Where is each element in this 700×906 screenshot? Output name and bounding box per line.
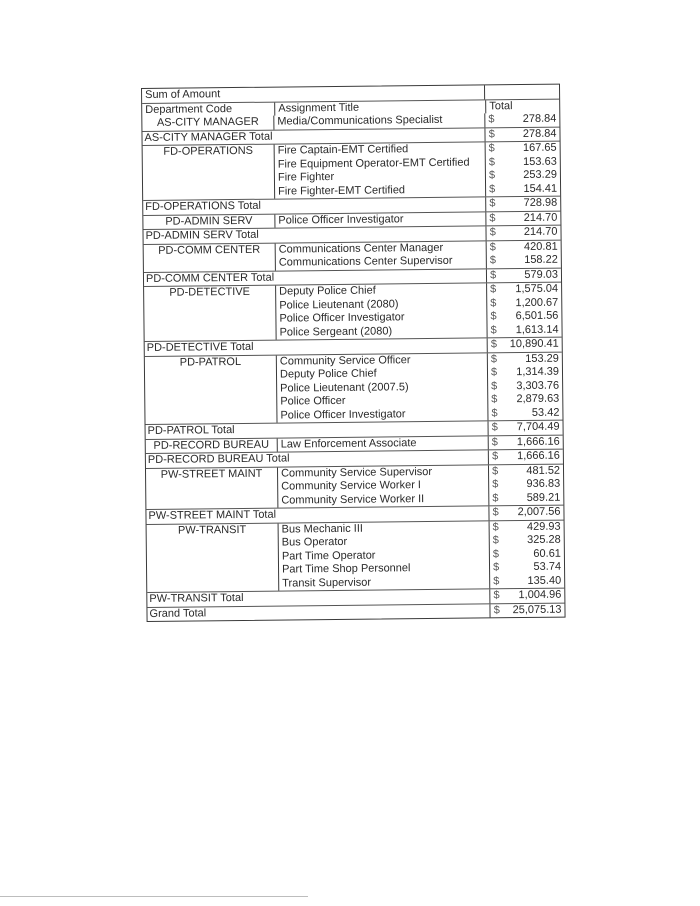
amount-value: 1,613.14 — [515, 323, 559, 336]
department-total-amount — [486, 127, 560, 141]
department-total-cell — [486, 268, 561, 282]
amount-entry — [488, 379, 562, 393]
department-total-label: FD-OPERATIONS Total — [145, 199, 262, 213]
amount-value: 1,200.67 — [515, 296, 559, 309]
amount-value: 154.41 — [523, 182, 558, 195]
amount-value: 7,704.49 — [516, 420, 560, 434]
department-total-label: PD-DETECTIVE Total — [146, 340, 254, 354]
assignment-title: Police Officer — [280, 394, 346, 408]
department-total-amount — [488, 338, 562, 352]
amount-entry — [485, 113, 559, 127]
amounts-cell — [487, 352, 563, 420]
assignment-titles — [274, 142, 486, 198]
amounts-cell — [486, 283, 562, 338]
department-total-amount — [489, 421, 563, 435]
amount-entry — [487, 310, 561, 324]
amount-entry — [487, 254, 561, 268]
department-total-cell — [488, 421, 563, 435]
assignment-title: Police Officer Investigator — [278, 212, 404, 227]
department-total-cell — [486, 226, 561, 240]
currency-symbol: $ — [493, 574, 500, 587]
assignment-title: Community Service Worker II — [281, 492, 425, 507]
assignment-title: Police Lieutenant (2080) — [279, 297, 399, 312]
amount-entry — [490, 574, 564, 588]
amount-entry — [487, 283, 561, 297]
amount-value: 2,879.63 — [516, 392, 560, 406]
currency-symbol: $ — [489, 226, 496, 239]
department-total-cell — [489, 589, 564, 603]
amount-entry — [486, 142, 560, 156]
amount-value: 167.65 — [522, 141, 557, 155]
amounts-cell — [486, 240, 561, 268]
header-blank-cell — [484, 85, 559, 99]
amount-value: 60.61 — [533, 547, 561, 560]
amount-entry — [489, 478, 563, 492]
assignment-title: Police Officer Investigator — [279, 311, 405, 325]
amount-value: 429.93 — [526, 520, 561, 533]
pivot-table — [141, 84, 566, 622]
amount-value: 1,004.96 — [518, 588, 562, 602]
assignment-title: Law Enforcement Associate — [280, 436, 417, 451]
assignment-title: Community Service Officer — [279, 353, 411, 368]
grand-total-label: Grand Total — [149, 606, 207, 620]
amount-entry — [490, 561, 564, 575]
assignment-title: Police Sergeant (2080) — [279, 324, 393, 339]
currency-symbol: $ — [490, 366, 498, 379]
amount-value: 579.03 — [524, 268, 559, 281]
pivot-body — [142, 113, 564, 621]
currency-symbol: $ — [490, 283, 497, 296]
group-row — [146, 463, 563, 509]
amount-value: 10,890.41 — [509, 337, 559, 351]
assignment-title: Community Service Worker I — [281, 479, 422, 493]
amount-entry — [486, 211, 560, 225]
amount-entry — [486, 155, 560, 169]
department-total-cell — [485, 197, 560, 211]
amounts-cell — [484, 113, 559, 127]
amount-value: 53.74 — [533, 560, 562, 573]
grand-total-amount — [491, 603, 565, 617]
amount-value: 135.40 — [527, 574, 562, 587]
amount-value: 158.22 — [524, 253, 558, 266]
department-total-label: PD-COMM CENTER Total — [145, 271, 275, 285]
grand-total-cell — [490, 603, 565, 617]
amount-entry — [490, 534, 564, 548]
amount-entry — [486, 169, 560, 183]
currency-symbol: $ — [488, 127, 495, 140]
assignment-title: Fire Equipment Operator-EMT Certified — [277, 156, 470, 171]
assignment-titles — [273, 113, 484, 129]
group-row — [147, 519, 565, 592]
assignment-titles — [277, 436, 488, 452]
currency-symbol: $ — [488, 113, 495, 126]
department-total-amount — [487, 226, 561, 240]
assignment-titles — [275, 283, 487, 339]
department-total-label: PD-ADMIN SERV Total — [145, 228, 259, 242]
amounts-cell — [488, 435, 563, 449]
amount-value: 2,007.56 — [517, 505, 561, 519]
assignment-titles — [277, 465, 488, 508]
assignment-title: Deputy Police Chief — [279, 284, 376, 298]
assignment-title: Bus Mechanic III — [281, 522, 364, 536]
amount-value: 325.28 — [527, 533, 561, 546]
currency-symbol: $ — [489, 240, 496, 253]
assignment-title: Police Officer Investigator — [280, 407, 406, 422]
group-row — [144, 282, 562, 341]
amount-value: 253.29 — [523, 168, 557, 182]
department-total-label: PW-STREET MAINT Total — [148, 508, 277, 522]
amount-value: 1,666.16 — [516, 449, 560, 463]
amount-value: 6,501.56 — [515, 309, 559, 323]
currency-symbol: $ — [490, 338, 498, 351]
currency-symbol: $ — [491, 393, 498, 406]
amount-entry — [489, 435, 563, 449]
currency-symbol: $ — [490, 268, 497, 281]
currency-symbol: $ — [489, 197, 496, 210]
amount-value: 589.21 — [526, 491, 561, 504]
assignment-titles — [274, 212, 485, 228]
department-total-amount — [490, 589, 564, 603]
currency-symbol: $ — [493, 589, 500, 602]
group-row — [143, 141, 561, 200]
currency-symbol: $ — [488, 142, 495, 155]
currency-symbol: $ — [493, 603, 500, 616]
amount-value: 3,303.76 — [516, 379, 560, 392]
department-total-label: PW-TRANSIT Total — [149, 591, 244, 605]
amount-value: 1,666.16 — [516, 435, 560, 448]
department-total-amount — [490, 506, 564, 520]
group-row — [144, 239, 561, 271]
department-total-cell — [489, 506, 564, 520]
currency-symbol: $ — [492, 561, 500, 574]
amounts-cell — [485, 211, 560, 225]
amount-value: 278.84 — [522, 127, 557, 140]
amount-value: 481.52 — [526, 464, 561, 477]
currency-symbol: $ — [491, 421, 498, 434]
department-total-cell — [488, 450, 563, 464]
department-total-label: PD-PATROL Total — [147, 424, 235, 437]
assignment-title: Deputy Police Chief — [279, 367, 377, 381]
amount-entry — [488, 366, 562, 380]
currency-symbol: $ — [489, 211, 496, 224]
department-total-cell — [485, 127, 560, 141]
amount-entry — [488, 406, 562, 420]
department-code: AS-CITY MANAGER — [156, 115, 259, 129]
department-total-label: AS-CITY MANAGER Total — [144, 130, 273, 144]
department-code: PD-COMM CENTER — [158, 243, 261, 257]
amounts-cell — [488, 464, 563, 505]
department-total-cell — [487, 338, 562, 352]
department-code: PD-ADMIN SERV — [165, 214, 253, 228]
page-edge-line — [0, 896, 308, 897]
amounts-cell — [489, 520, 565, 588]
amount-value: 936.83 — [526, 477, 561, 490]
amount-entry — [487, 296, 561, 310]
amount-value: 153.29 — [525, 352, 559, 365]
assignment-title: Transit Supervisor — [282, 576, 372, 590]
amount-entry — [490, 547, 564, 561]
amount-entry — [486, 182, 560, 196]
currency-symbol: $ — [488, 155, 495, 168]
amount-value: 214.70 — [523, 211, 558, 224]
department-code: PW-TRANSIT — [177, 523, 247, 537]
department-code: FD-OPERATIONS — [163, 144, 254, 158]
assignment-title-header: Assignment Title — [274, 100, 485, 116]
department-code-header: Department Code — [145, 102, 233, 116]
department-code: PD-PATROL — [179, 355, 242, 369]
assignment-titles — [278, 521, 490, 591]
currency-symbol: $ — [492, 534, 499, 547]
department-total-label: PD-RECORD BUREAU Total — [147, 452, 290, 466]
assignment-title: Bus Operator — [281, 535, 348, 549]
currency-symbol: $ — [488, 169, 496, 182]
amount-value: 728.98 — [523, 196, 558, 209]
currency-symbol: $ — [489, 182, 496, 195]
currency-symbol: $ — [492, 478, 499, 491]
amount-entry — [487, 240, 561, 254]
currency-symbol: $ — [489, 254, 497, 267]
department-code: PD-DETECTIVE — [169, 285, 251, 299]
assignment-title: Part Time Shop Personnel — [281, 562, 411, 576]
amount-value: 25,075.13 — [512, 603, 562, 616]
currency-symbol: $ — [490, 323, 497, 336]
total-header-cell — [485, 99, 559, 113]
amount-value: 153.63 — [523, 155, 557, 168]
assignment-title: Fire Fighter — [277, 170, 335, 184]
assignment-title: Communications Center Supervisor — [278, 254, 453, 269]
currency-symbol: $ — [490, 352, 498, 365]
department-total-amount — [486, 197, 560, 211]
currency-symbol: $ — [491, 406, 498, 419]
currency-symbol: $ — [492, 491, 499, 504]
amount-value: 420.81 — [523, 240, 558, 253]
currency-symbol: $ — [492, 547, 500, 560]
currency-symbol: $ — [491, 379, 498, 392]
group-row — [145, 351, 563, 424]
currency-symbol: $ — [491, 450, 499, 463]
sum-of-amount-label: Sum of Amount — [145, 88, 221, 101]
assignment-title: Fire Fighter-EMT Certified — [278, 183, 406, 198]
assignment-title: Fire Captain-EMT Certified — [277, 143, 409, 157]
amount-entry — [489, 491, 563, 505]
currency-symbol: $ — [490, 296, 497, 309]
amount-value: 214.70 — [523, 225, 558, 238]
amount-entry — [488, 352, 562, 366]
amount-entry — [489, 464, 563, 478]
currency-symbol: $ — [492, 506, 499, 519]
total-header: Total — [489, 99, 513, 112]
amount-value: 1,575.04 — [515, 282, 559, 296]
currency-symbol: $ — [491, 435, 498, 448]
amounts-cell — [485, 142, 561, 197]
department-code: PD-RECORD BUREAU — [153, 438, 270, 452]
assignment-titles — [275, 241, 486, 270]
amount-value: 278.84 — [522, 112, 557, 126]
department-total-amount — [487, 268, 561, 282]
assignment-titles — [276, 353, 488, 423]
assignment-title: Communications Center Manager — [278, 241, 444, 256]
assignment-title: Community Service Supervisor — [280, 465, 433, 480]
currency-symbol: $ — [490, 310, 497, 323]
amount-value: 53.42 — [531, 406, 560, 419]
amount-entry — [488, 393, 562, 407]
amount-entry — [490, 520, 564, 534]
currency-symbol: $ — [492, 520, 499, 533]
department-total-amount — [489, 450, 563, 464]
amount-entry — [487, 323, 561, 337]
assignment-title: Part Time Operator — [281, 549, 376, 563]
currency-symbol: $ — [491, 464, 499, 477]
assignment-title: Media/Communications Specialist — [277, 113, 443, 128]
amount-value: 1,314.39 — [516, 365, 560, 379]
assignment-title: Police Lieutenant (2007.5) — [280, 380, 409, 395]
department-code: PW-STREET MAINT — [160, 467, 263, 481]
